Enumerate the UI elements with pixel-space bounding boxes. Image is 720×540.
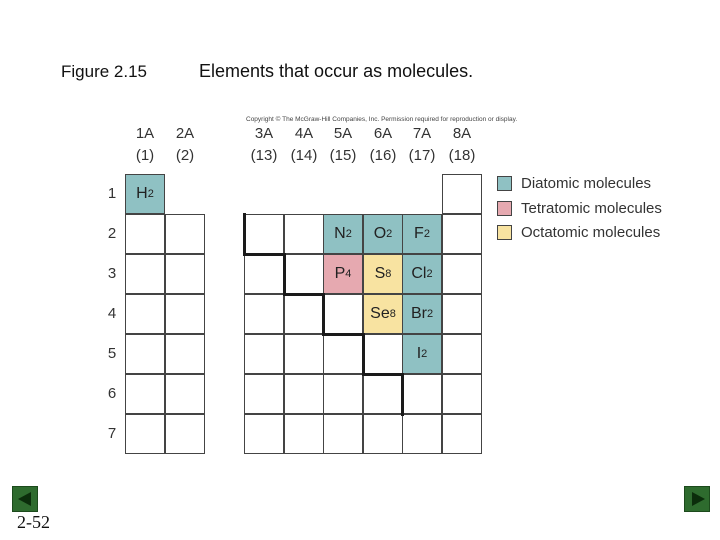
element-cell-se [363, 294, 403, 334]
group-number: (13) [250, 147, 278, 164]
element-symbol: Se [370, 305, 390, 322]
element-symbol: H [136, 185, 148, 202]
element-cell [244, 334, 284, 374]
element-cell-o [363, 214, 403, 254]
legend-label: Tetratomic molecules [521, 199, 662, 217]
element-cell [402, 374, 442, 414]
element-cell [284, 334, 324, 374]
group-number: (16) [369, 147, 397, 164]
period-label: 7 [107, 425, 117, 442]
element-cell-br [402, 294, 442, 334]
element-cell [284, 214, 324, 254]
period-label: 5 [107, 345, 117, 362]
copyright-notice: Copyright © The McGraw-Hill Companies, Inc. Permission required for reproduction or display. [246, 116, 518, 123]
group-number: (14) [290, 147, 318, 164]
element-cell [125, 254, 165, 294]
element-cell [442, 414, 482, 454]
element-cell [323, 414, 363, 454]
element-subscript: 2 [421, 348, 428, 360]
element-subscript: 2 [426, 268, 433, 280]
slide-number: 2-52 [17, 512, 50, 532]
group-number: (1) [135, 147, 155, 164]
element-cell [284, 254, 324, 294]
period-label: 3 [107, 265, 117, 282]
metal-nonmetal-boundary [322, 333, 365, 336]
element-cell [125, 294, 165, 334]
group-name: 3A [254, 125, 274, 142]
next-slide-button[interactable] [684, 486, 710, 512]
element-cell [363, 414, 403, 454]
element-symbol: O [373, 225, 387, 242]
group-number: (15) [329, 147, 357, 164]
element-cell [165, 374, 205, 414]
element-cell [125, 214, 165, 254]
triangle-right-icon [692, 492, 705, 506]
figure-label: Figure 2.15 [61, 62, 147, 81]
element-symbol: P [334, 265, 346, 282]
element-cell-i [402, 334, 442, 374]
element-cell [442, 334, 482, 374]
element-subscript: 2 [147, 188, 154, 200]
element-cell-n [323, 214, 363, 254]
metal-nonmetal-boundary [283, 253, 286, 296]
element-cell [165, 254, 205, 294]
legend-swatch [497, 201, 512, 216]
element-cell-s [363, 254, 403, 294]
legend-tetratomic [497, 198, 662, 218]
element-cell [442, 174, 482, 214]
element-cell [442, 254, 482, 294]
legend-swatch [497, 225, 512, 240]
metal-nonmetal-boundary [362, 373, 404, 376]
element-cell [363, 374, 403, 414]
figure-title: Elements that occur as molecules. [199, 61, 474, 81]
element-symbol: S [374, 265, 386, 282]
element-cell [165, 414, 205, 454]
element-symbol: Br [410, 305, 427, 322]
period-label: 1 [107, 185, 117, 202]
element-symbol: F [414, 225, 424, 242]
element-subscript: 2 [345, 228, 352, 240]
element-cell [323, 294, 363, 334]
element-cell-h [125, 174, 165, 214]
element-subscript: 2 [423, 228, 430, 240]
element-cell [363, 334, 403, 374]
element-cell [442, 374, 482, 414]
group-number: (17) [408, 147, 436, 164]
element-cell-p [323, 254, 363, 294]
metal-nonmetal-boundary [401, 373, 404, 416]
previous-slide-button[interactable] [12, 486, 38, 512]
group-number: (18) [448, 147, 476, 164]
element-cell [323, 374, 363, 414]
legend-diatomic [497, 173, 651, 193]
group-number: (2) [175, 147, 195, 164]
element-cell [165, 214, 205, 254]
element-cell [165, 294, 205, 334]
element-subscript: 8 [389, 308, 396, 320]
element-cell [442, 294, 482, 334]
element-cell [402, 414, 442, 454]
element-cell [323, 334, 363, 374]
element-subscript: 2 [386, 228, 393, 240]
period-label: 2 [107, 225, 117, 242]
group-name: 2A [175, 125, 195, 142]
element-cell-f [402, 214, 442, 254]
metal-nonmetal-boundary [322, 293, 325, 336]
legend-octatomic [497, 222, 660, 242]
element-cell [442, 214, 482, 254]
metal-nonmetal-boundary [243, 253, 286, 256]
group-name: 4A [294, 125, 314, 142]
element-cell [244, 214, 284, 254]
element-symbol: I [416, 345, 422, 362]
element-cell [125, 374, 165, 414]
element-cell [244, 254, 284, 294]
element-cell [284, 414, 324, 454]
metal-nonmetal-boundary [283, 293, 325, 296]
period-label: 4 [107, 305, 117, 322]
group-name: 8A [452, 125, 472, 142]
period-label: 6 [107, 385, 117, 402]
metal-nonmetal-boundary [362, 333, 365, 376]
element-cell [284, 374, 324, 414]
element-cell [244, 294, 284, 334]
legend-swatch [497, 176, 512, 191]
group-name: 7A [412, 125, 432, 142]
element-cell [244, 414, 284, 454]
element-symbol: Cl [411, 265, 427, 282]
element-cell-cl [402, 254, 442, 294]
legend-label: Octatomic molecules [521, 223, 661, 241]
element-cell [244, 374, 284, 414]
element-cell [284, 294, 324, 334]
group-name: 5A [333, 125, 353, 142]
element-subscript: 4 [345, 268, 352, 280]
element-subscript: 8 [385, 268, 392, 280]
metal-nonmetal-boundary [243, 213, 246, 256]
element-cell [125, 334, 165, 374]
group-name: 6A [373, 125, 393, 142]
triangle-left-icon [18, 492, 31, 506]
element-cell [165, 334, 205, 374]
element-cell [125, 414, 165, 454]
legend-label: Diatomic molecules [521, 174, 652, 192]
group-name: 1A [135, 125, 155, 142]
element-symbol: N [334, 225, 346, 242]
element-subscript: 2 [426, 308, 434, 320]
